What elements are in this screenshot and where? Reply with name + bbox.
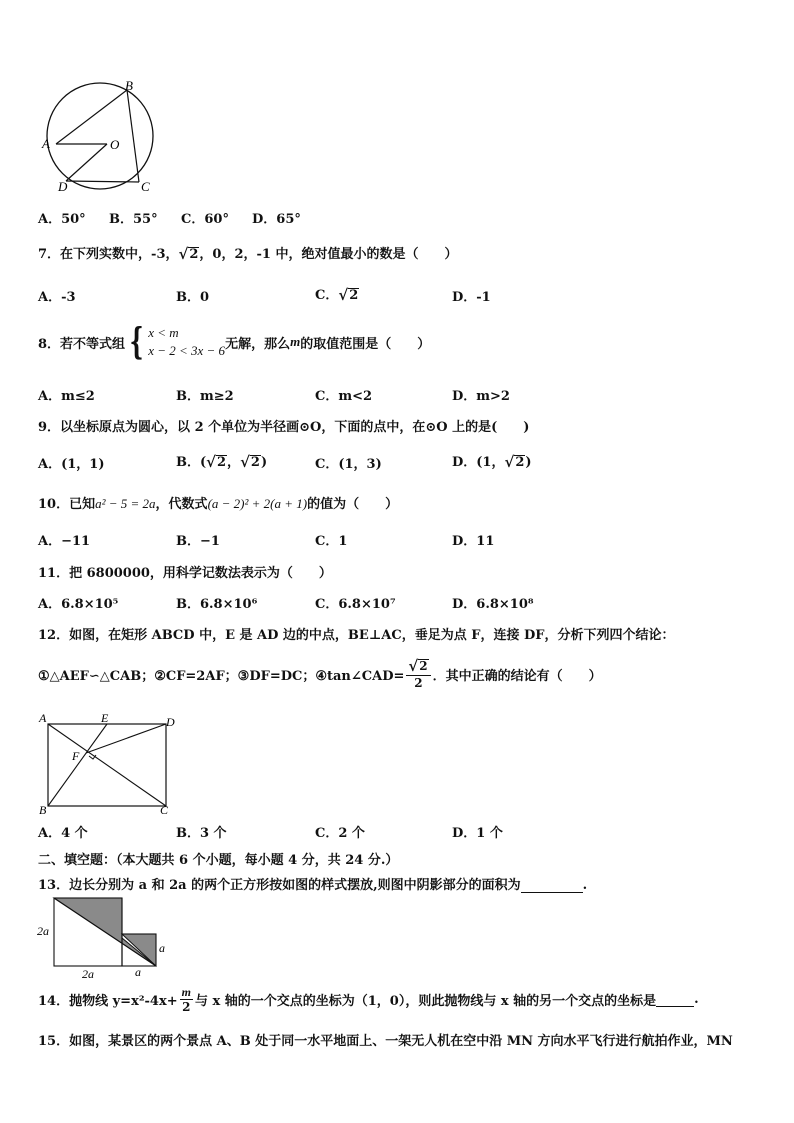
answer-blank-13 [521,879,583,893]
q8-option-d: D．m>2 [452,389,510,404]
question-10: 10．已知a² − 5 = 2a，代数式(a − 2)² + 2(a + 1)的值为（ ） [38,496,399,512]
question-8: 8．若不等式组 { x < m x − 2 < 3x − 6 无解，那么 m 的取值范围是（ ） [38,321,431,363]
question-9: 9．以坐标原点为圆心，以 2 个单位为半径画⊙O，下面的点中，在⊙O 上的是( ) [38,420,530,435]
q6-option-b: B．55° [109,212,158,227]
svg-text:2a: 2a [37,924,49,938]
svg-text:a: a [135,965,141,979]
question-12: 12．如图，在矩形 ABCD 中，E 是 AD 边的中点，BE⊥AC，垂足为点 F，连接 DF，分析下列四个结论： [38,628,675,643]
label-b: B [125,78,133,93]
q6-option-d: D．65° [252,212,301,227]
q10-option-d: D．11 [452,534,495,549]
question-7: 7．在下列实数中，-3， √ 2 ，0，2，-1 中，绝对值最小的数是（ ） [38,244,458,263]
q6-option-a: A．50° [38,212,86,227]
q8-option-b: B．m≥2 [176,389,234,404]
q11-option-b: B．6.8×10⁶ [176,597,258,612]
svg-text:2a: 2a [82,967,94,980]
q10-option-a: A．−11 [38,534,91,549]
q12-option-a: A．4 个 [38,826,88,841]
svg-text:a: a [159,941,165,955]
label-d: D [58,179,68,194]
q11-option-c: C．6.8×10⁷ [315,597,396,612]
q8-option-c: C．m<2 [315,389,373,404]
label-o: O [110,137,120,152]
section-heading-fill-in: 二、填空题：（本大题共 6 个小题，每小题 4 分，共 24 分.） [38,853,399,868]
q11-option-d: D．6.8×10⁸ [452,597,534,612]
question-13: 13．边长分别为 a 和 2a 的两个正方形按如图的样式摆放,则图中阴影部分的面积为 . [38,878,588,893]
q7-option-a: A．-3 [38,290,76,305]
q9-option-a: A．(1，1) [38,457,105,472]
q10-option-c: C．1 [315,534,348,549]
q9-option-b: B．( √ 2 ， √ 2 ) [176,452,268,471]
svg-text:E: E [101,711,109,725]
circle-figure [36,78,166,198]
question-15: 15．如图，某景区的两个景点 A、B 处于同一水平地面上、一架无人机在空中沿 MN 方向水平飞行进行航拍作业，MN [38,1034,733,1049]
svg-text:D: D [166,715,175,729]
squares-figure [34,894,174,980]
q12-option-b: B．3 个 [176,826,227,841]
svg-text:C: C [160,803,169,816]
inequality-system: x < m x − 2 < 3x − 6 [148,325,226,358]
question-11: 11．把 6800000，用科学记数法表示为（ ） [38,566,332,581]
question-12-conclusions: ①△AEF∽△CAB；②CF=2AF；③DF=DC；④tan∠CAD= √ 2 2 ．其中正确的结论有（ ） [38,657,602,690]
svg-text:F: F [72,749,80,763]
q12-option-d: D．1 个 [452,826,503,841]
svg-text:A: A [39,711,47,725]
question-14: 14．抛物线 y=x²-4x+ $\frac{m}{2}$ 与 x 轴的一个交点的坐标为（1，0），则此抛物线与 x 轴的另一个交点的坐标是 . [38,985,699,1014]
q7-option-c: C． √ 2 [315,285,359,304]
label-a: A [42,136,50,151]
label-c: C [141,179,150,194]
answer-blank-14 [656,993,694,1007]
q12-option-c: C．2 个 [315,826,365,841]
q10-option-b: B．−1 [176,534,220,549]
q9-option-d: D．(1， √ 2 ) [452,452,532,471]
svg-text:B: B [39,803,47,816]
rectangle-figure [36,710,182,816]
q6-option-c: C．60° [181,212,229,227]
q8-option-a: A．m≤2 [38,389,95,404]
q7-option-d: D．-1 [452,290,491,305]
q7-option-b: B．0 [176,290,210,305]
q9-option-c: C．(1，3) [315,457,382,472]
q11-option-a: A．6.8×10⁵ [38,597,119,612]
